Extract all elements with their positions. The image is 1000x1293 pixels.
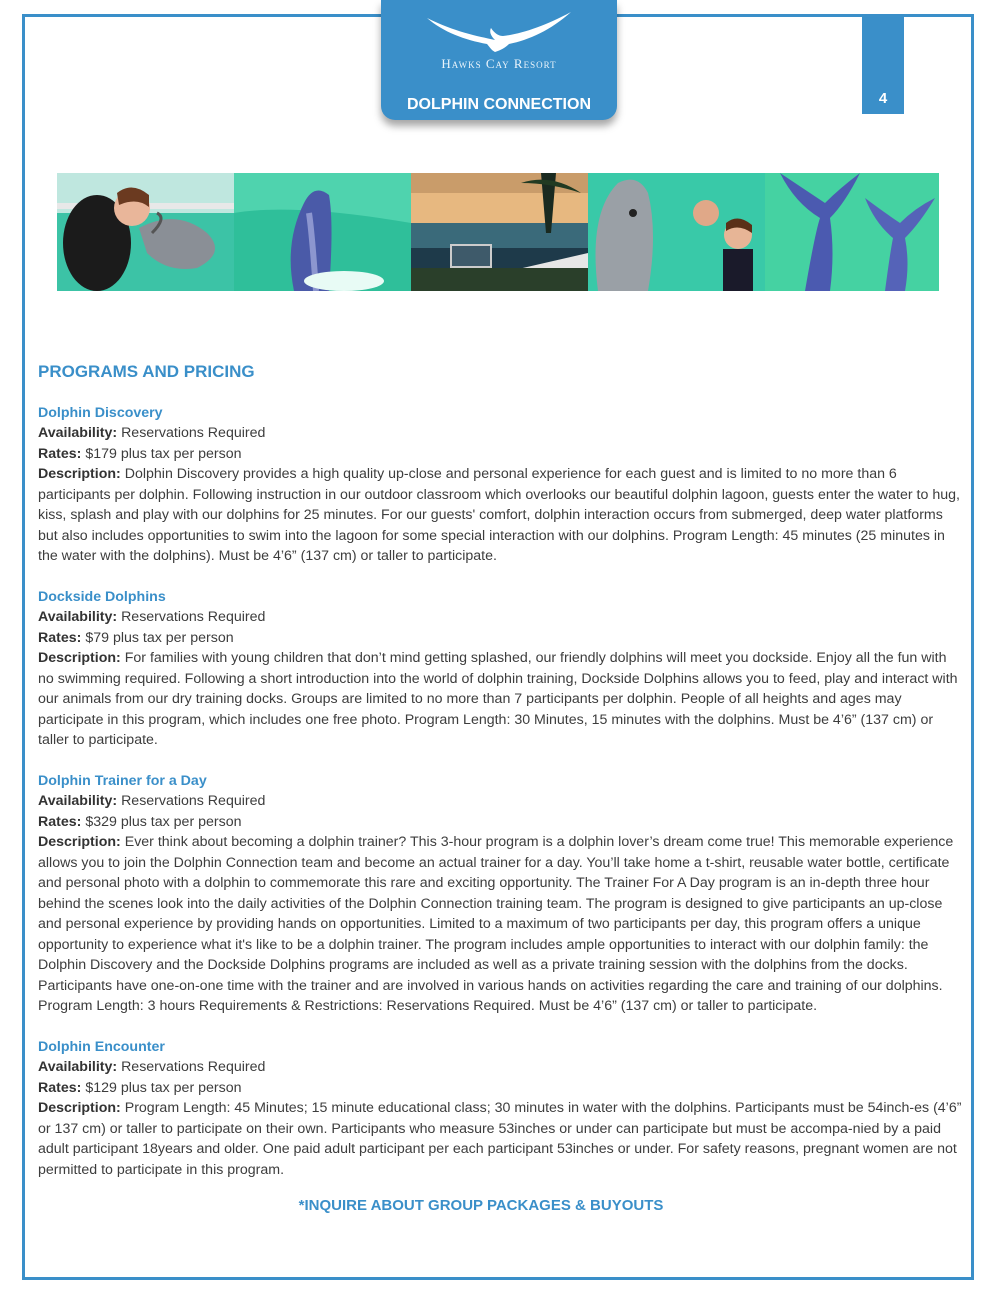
description-label: Description: <box>38 834 121 850</box>
page-number-tab <box>862 14 904 114</box>
program-dolphin-encounter <box>38 1037 964 1181</box>
program-title: Dolphin Trainer for a Day <box>38 772 207 789</box>
main-content <box>38 362 964 1217</box>
rates-label: Rates: <box>38 629 82 646</box>
availability-label: Availability: <box>38 793 118 809</box>
program-dockside-dolphins <box>38 587 964 751</box>
availability-value: Reservations Required <box>121 609 266 625</box>
photo-dolphin-tails <box>765 173 939 291</box>
program-title: Dockside Dolphins <box>38 588 166 605</box>
rates-value: $329 plus tax per person <box>85 813 242 830</box>
group-packages-note: *INQUIRE ABOUT GROUP PACKAGES & BUYOUTS <box>298 1197 664 1214</box>
header-tab <box>381 0 617 120</box>
rates-label: Rates: <box>38 445 82 462</box>
availability-value: Reservations Required <box>121 1059 266 1075</box>
photo-trainer-with-dolphin <box>57 173 234 291</box>
program-dolphin-discovery <box>38 403 964 567</box>
section-title: DOLPHIN CONNECTION <box>407 96 591 113</box>
rates-label: Rates: <box>38 813 82 830</box>
description-label: Description: <box>38 466 121 482</box>
photo-strip <box>57 173 939 291</box>
description-text: Dolphin Discovery provides a high quality up-close and personal experience for each guest and is limited to no more than 6 participants per dolphin. Following instruction in our outdoor classroom which overlooks our beautiful dolphin lagoon, guests enter the water to hug, kiss, splash and play with our dolphins for 25 minutes. For our guests' comfort, dolphin interaction occurs from submerged, deep water platforms but also includes opportunities to swim into the lagoon for some special interaction with our dolphins. Program Length: 45 minutes (25 minutes in the water with the dolphins). Must be 4’6” (137 cm) or taller to participate. <box>38 466 960 564</box>
description-text: Program Length: 45 Minutes; 15 minute educational class; 30 minutes in water with the dolphins. Participants must be 54inch-es (4’6” or 137 cm) or taller to participate on their own. Participants who measure 53inches or under can participate but must be accompa-nied by a paid adult participant 18years and older. One paid adult participant per each participant 53inches or under. For safety reasons, pregnant women are not permitted to participate in this program. <box>38 1100 962 1178</box>
hawk-wings-icon <box>425 10 573 56</box>
availability-value: Reservations Required <box>121 793 266 809</box>
brand-name: Hawks Cay Resort <box>441 56 557 71</box>
description-label: Description: <box>38 650 121 666</box>
photo-dolphin-jumping <box>234 173 411 291</box>
availability-label: Availability: <box>38 425 118 441</box>
photo-lagoon-sunset <box>411 173 588 291</box>
availability-label: Availability: <box>38 609 118 625</box>
program-title: Dolphin Encounter <box>38 1038 165 1055</box>
page-number: 4 <box>878 90 888 107</box>
availability-value: Reservations Required <box>121 425 266 441</box>
rates-value: $179 plus tax per person <box>85 445 242 462</box>
description-text: For families with young children that don’t mind getting splashed, our friendly dolphins will meet you dockside. Enjoy all the fun with no swimming required. Following a short introduction into the world of dolphin training, Dockside Dolphins allows you to feed, play and interact with our animals from our dry training docks. Groups are limited to no more than 7 participants per dolphin. People of all heights and ages may participate in this program, which includes one free photo. Program Length: 30 Minutes, 15 minutes with the dolphins. Must be 4’6” (137 cm) or taller to participate. <box>38 650 958 748</box>
page-heading: PROGRAMS AND PRICING <box>38 362 255 381</box>
rates-value: $79 plus tax per person <box>85 629 234 646</box>
description-label: Description: <box>38 1100 121 1116</box>
program-title: Dolphin Discovery <box>38 404 163 421</box>
availability-label: Availability: <box>38 1059 118 1075</box>
description-text: Ever think about becoming a dolphin trainer? This 3-hour program is a dolphin lover’s dream come true! This memorable experience allows you to join the Dolphin Connection team and become an actual trainer for a day. You’ll take home a t-shirt, reusable water bottle, certificate and personal photo with a dolphin to commemorate this rare and exciting opportunity. The Trainer For A Day program is an in-depth three hour behind the scenes look into the daily activities of the Dolphin Connection training team. The program is designed to give participants an up-close and personal experience by providing hands on opportunities. Limited to a maximum of two participants per day, this program offers a unique opportunity to experience what it's like to be a dolphin trainer. The program includes ample opportunities to interact with our dolphin family: the Dolphin Discovery and the Dockside Dolphins programs are included as well as a private training session with the dolphins from the docks. Participants have one-on-one time with the trainer and are involved in various hands on activities regarding the care and training of our dolphins. Program Length: 3 hours Requirements & Restrictions: Reservations Required. Must be 4’6” (137 cm) or taller to participate. <box>38 834 954 1014</box>
program-trainer-for-a-day <box>38 771 964 1017</box>
rates-label: Rates: <box>38 1079 82 1096</box>
photo-swimmers-with-dolphin <box>588 173 765 291</box>
rates-value: $129 plus tax per person <box>85 1079 242 1096</box>
